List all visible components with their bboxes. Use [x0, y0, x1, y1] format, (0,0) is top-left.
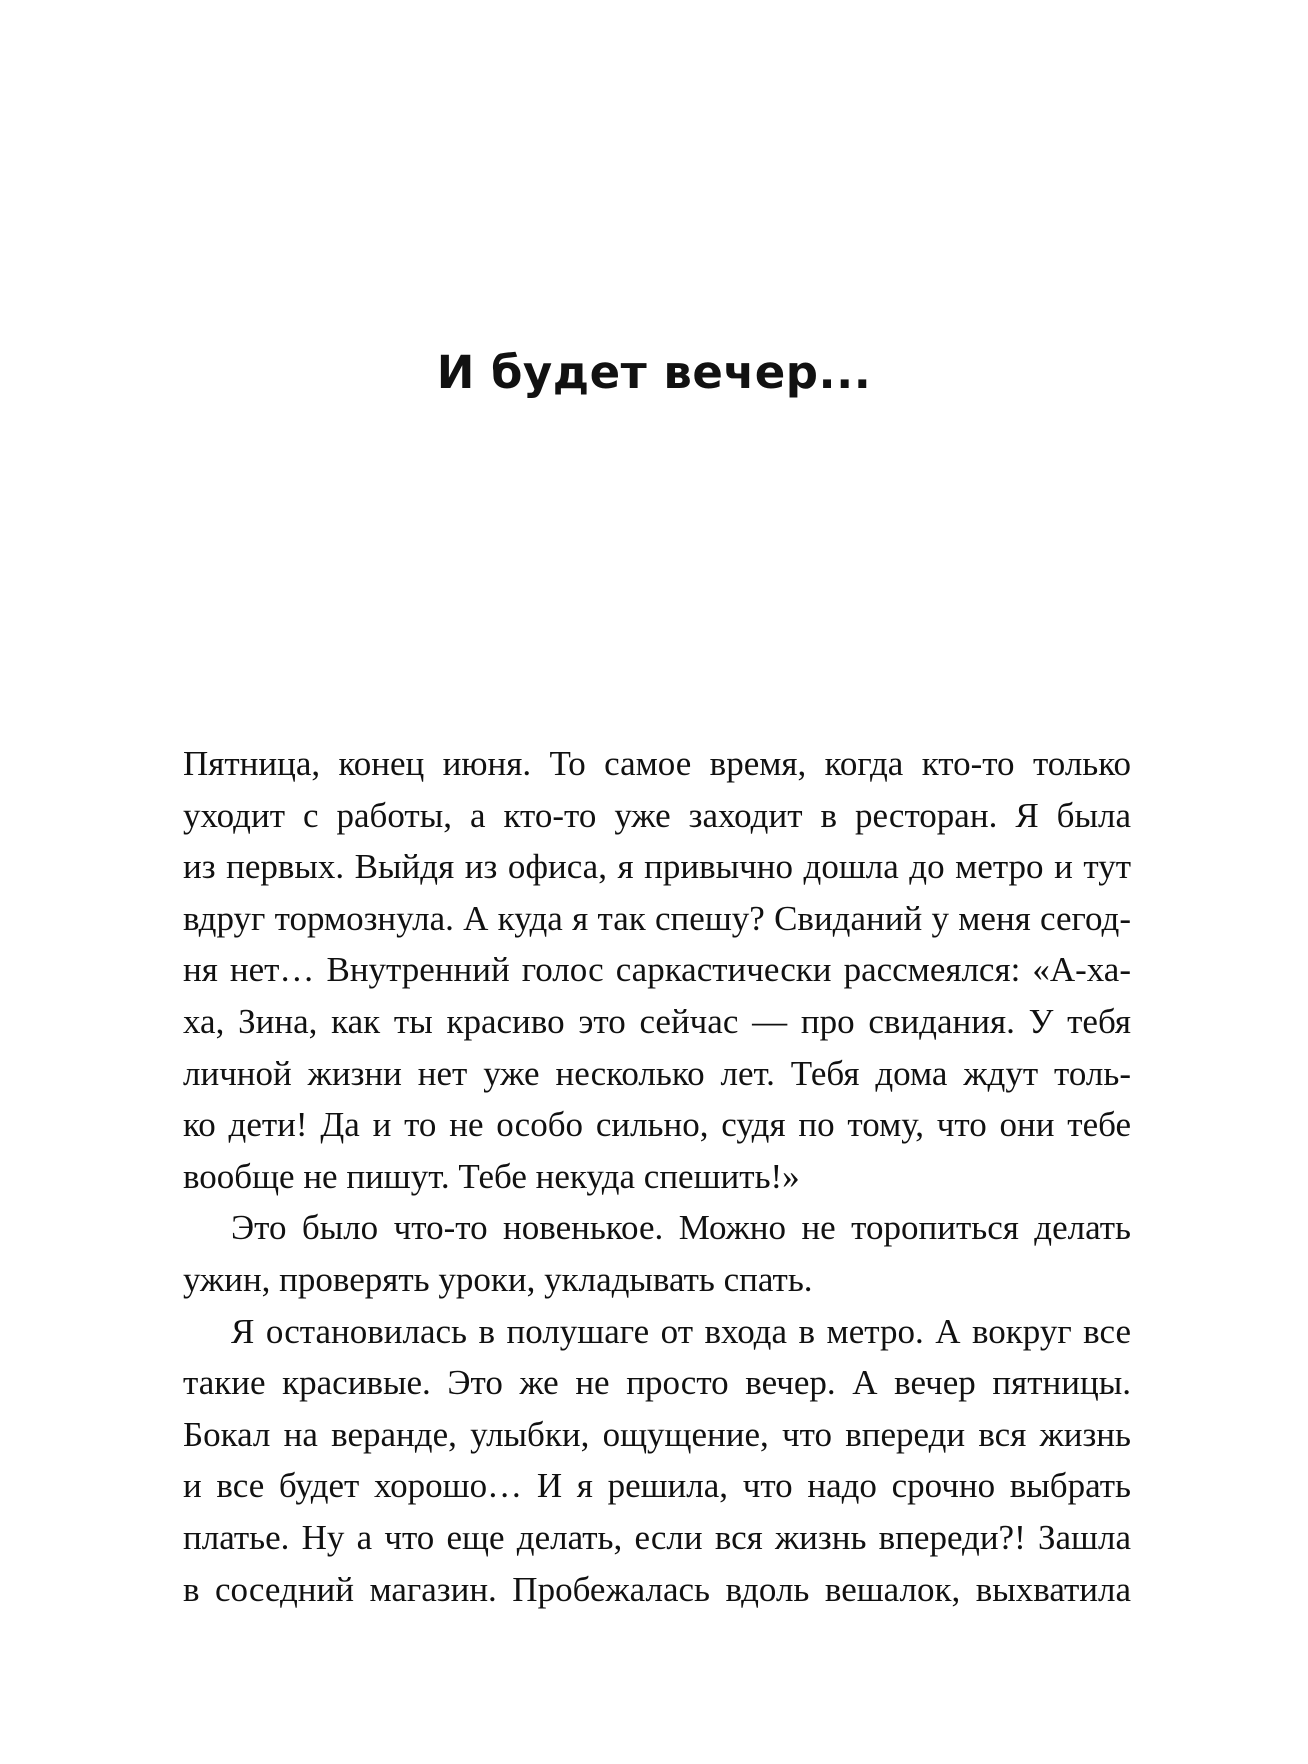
text-line: вдруг тормознула. А куда я так спешу? Свиданий у меня сегод- — [183, 898, 1131, 938]
body-text — [183, 738, 1131, 1615]
text-line: Пятница, конец июня. То самое время, когда кто-то только — [183, 744, 1131, 783]
text-line: платье. Ну а что еще делать, если вся жизнь впереди?! Зашла — [183, 1517, 1131, 1557]
text-line: и все будет хорошо… И я решила, что надо срочно выбрать — [183, 1466, 1131, 1506]
text-line: ня нет… Внутренний голос саркастически рассмеялся: «А-ха- — [183, 950, 1131, 990]
paragraph-2 — [183, 1202, 1131, 1305]
text-line: ко дети! Да и то не особо сильно, судя по тому, что они тебе — [183, 1105, 1131, 1145]
paragraph-3 — [183, 1306, 1131, 1616]
text-line: ха, Зина, как ты красиво это сейчас — про свидания. У тебя — [183, 1001, 1131, 1041]
text-line: Бокал на веранде, улыбки, ощущение, что впереди вся жизнь — [183, 1414, 1131, 1454]
text-line: уходит с работы, а кто-то уже заходит в ресторан. Я была — [183, 795, 1131, 835]
text-line: Я остановилась в полушаге от входа в метро. А вокруг все — [231, 1311, 1131, 1351]
text-line: Это было что-то новенькое. Можно не торопиться делать — [231, 1208, 1131, 1248]
chapter-title: И будет вечер... — [436, 346, 872, 399]
text-line: из первых. Выйдя из офиса, я привычно дошла до метро и тут — [183, 847, 1131, 887]
text-line: ужин, проверять уроки, укладывать спать. — [183, 1259, 813, 1299]
text-line: в соседний магазин. Пробежалась вдоль вешалок, выхватила — [183, 1569, 1131, 1609]
text-line: вообще не пишут. Тебе некуда спешить!» — [183, 1156, 800, 1196]
text-line: личной жизни нет уже несколько лет. Тебя дома ждут толь- — [183, 1053, 1131, 1093]
paragraph-1 — [183, 738, 1131, 1202]
text-line: такие красивые. Это же не просто вечер. А вечер пятницы. — [183, 1363, 1131, 1403]
